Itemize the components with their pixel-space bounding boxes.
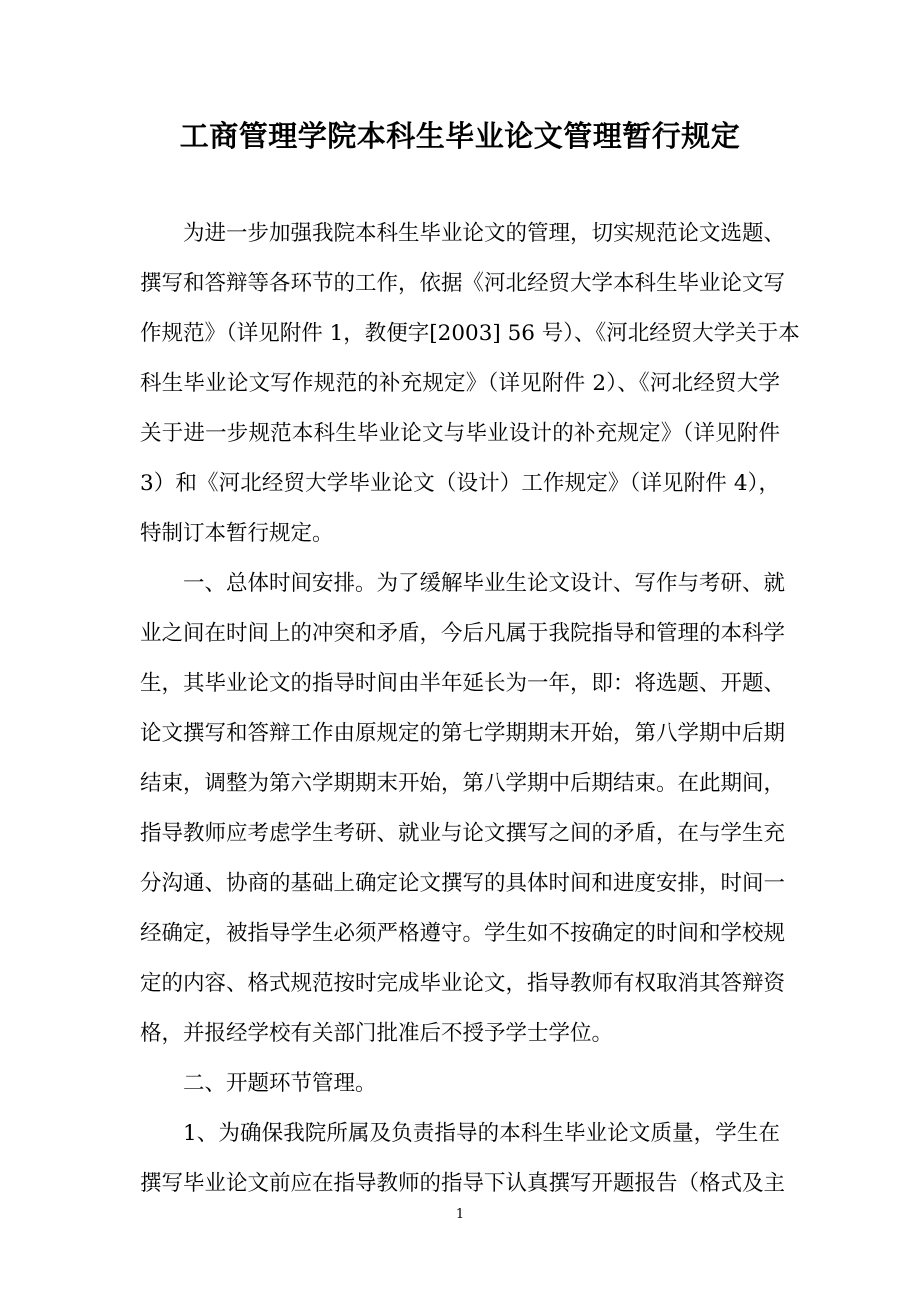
paragraph-1-line-4: 科生毕业论文写作规范的补充规定》（详见附件 2）、《河北经贸大学	[140, 371, 780, 396]
paragraph-1-line-1: 为进一步加强我院本科生毕业论文的管理，切实规范论文选题、	[183, 221, 786, 246]
paragraph-1-line-6: 3）和《河北经贸大学毕业论文（设计）工作规定》（详见附件 4），	[140, 471, 780, 496]
paragraph-1-line-7: 特制订本暂行规定。	[140, 521, 334, 546]
paragraph-2-line-6: 指导教师应考虑学生考研、就业与论文撰写之间的矛盾，在与学生充	[140, 821, 786, 846]
paragraph-2-line-7: 分沟通、协商的基础上确定论文撰写的具体时间和进度安排，时间一	[140, 871, 786, 896]
document-title: 工商管理学院本科生毕业论文管理暂行规定	[179, 119, 741, 153]
paragraph-3-line-1: 二、开题环节管理。	[183, 1071, 377, 1096]
paragraph-2-line-9: 定的内容、格式规范按时完成毕业论文，指导教师有权取消其答辩资	[140, 971, 786, 996]
paragraph-2-line-8: 经确定，被指导学生必须严格遵守。学生如不按确定的时间和学校规	[140, 921, 786, 946]
paragraph-1-line-2: 撰写和答辩等各环节的工作，依据《河北经贸大学本科生毕业论文写	[140, 271, 786, 296]
paragraph-4-line-2: 撰写毕业论文前应在指导教师的指导下认真撰写开题报告（格式及主	[140, 1171, 786, 1196]
paragraph-2-line-3: 生，其毕业论文的指导时间由半年延长为一年，即：将选题、开题、	[140, 671, 786, 696]
page-number: 1	[455, 1207, 465, 1222]
paragraph-2-line-2: 业之间在时间上的冲突和矛盾，今后凡属于我院指导和管理的本科学	[140, 621, 786, 646]
paragraph-2-line-10: 格，并报经学校有关部门批准后不授予学士学位。	[140, 1021, 614, 1046]
document-body	[140, 209, 800, 1209]
paragraph-2-line-5: 结束，调整为第六学期期末开始，第八学期中后期结束。在此期间，	[140, 771, 786, 796]
paragraph-2-line-4: 论文撰写和答辩工作由原规定的第七学期期末开始，第八学期中后期	[140, 721, 786, 746]
paragraph-1-line-3: 作规范》（详见附件 1，教便字[2003] 56 号）、《河北经贸大学关于本	[140, 321, 800, 346]
paragraph-4-line-1: 1、为确保我院所属及负责指导的本科生毕业论文质量，学生在	[183, 1121, 780, 1146]
paragraph-2-line-1: 一、总体时间安排。为了缓解毕业生论文设计、写作与考研、就	[183, 571, 786, 596]
paragraph-1-line-5: 关于进一步规范本科生毕业论文与毕业设计的补充规定》（详见附件	[140, 421, 780, 446]
